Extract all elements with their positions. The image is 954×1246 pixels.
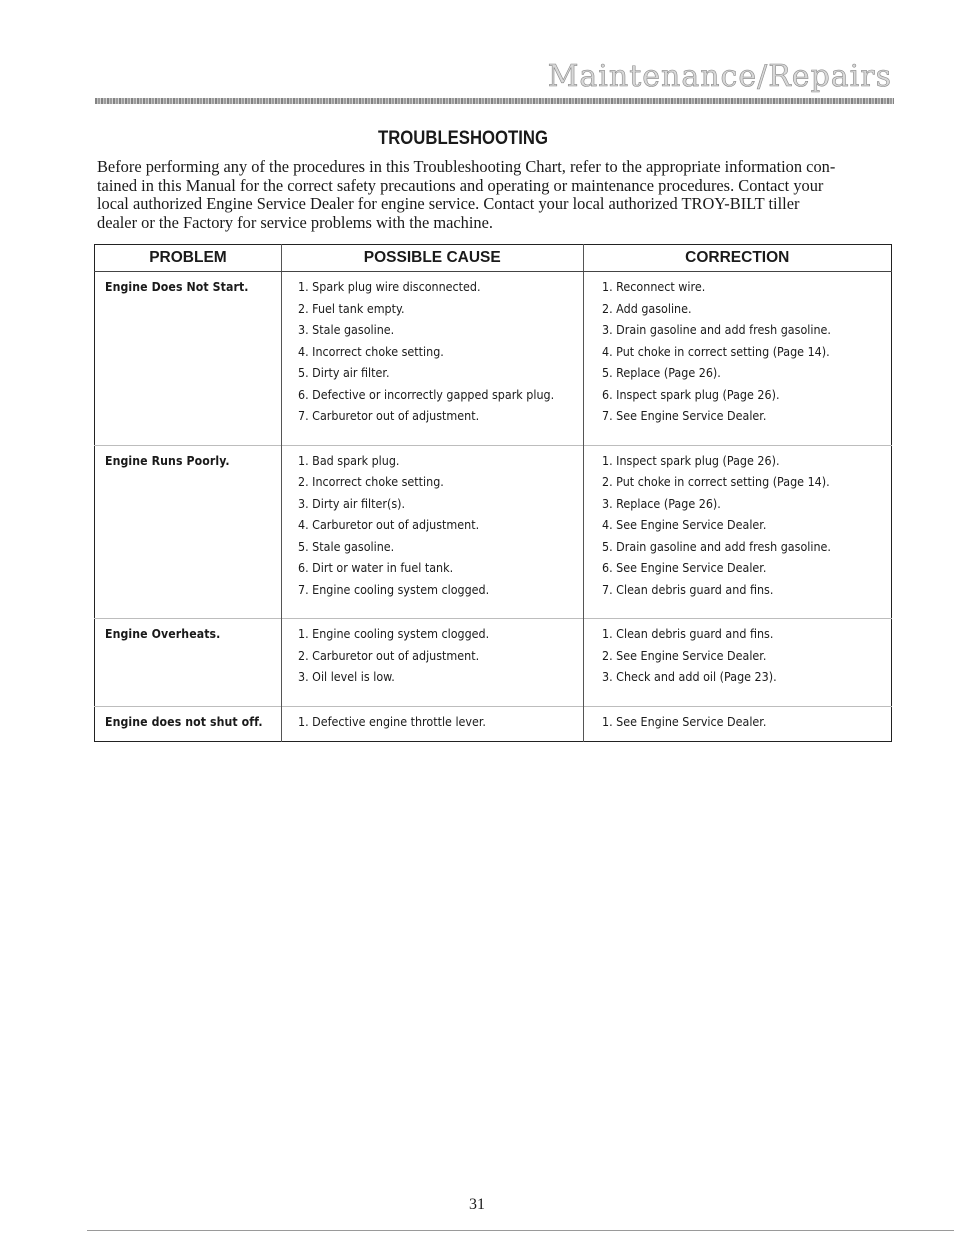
correction-item: 7. See Engine Service Dealer. [601,408,766,423]
cause-item: 1. Spark plug wire disconnected. [297,279,481,294]
problem-text: Engine Does Not Start. [105,280,249,294]
correction-item: 3. Check and add oil (Page 23). [601,669,777,684]
troubleshooting-table [94,244,892,742]
cause-item: 7. Engine cooling system clogged. [297,581,490,597]
correction-cell [583,445,891,619]
cause-item: 3. Dirty air filter(s). [297,495,405,511]
correction-item: 5. Drain gasoline and add fresh gasoline. [601,538,831,554]
correction-cell [583,706,891,742]
possible-cause-cell [281,272,583,446]
header-rule [95,98,894,104]
cause-item: 6. Defective or incorrectly gapped spark plug. [297,386,555,402]
correction-item: 1. Clean debris guard and fins. [601,626,773,641]
cause-item: 3. Oil level is low. [297,669,395,684]
correction-item: 7. Clean debris guard and fins. [601,581,773,597]
cause-list [298,450,583,601]
cause-item: 1. Defective engine throttle lever. [297,713,486,729]
cause-list [298,276,583,427]
correction-item: 4. See Engine Service Dealer. [601,517,766,532]
correction-list [602,450,891,601]
intro-line: Before performing any of the procedures in this Troubleshooting Chart, refer to the appropriate information con- [97,157,836,176]
cause-item: 2. Fuel tank empty. [297,300,405,316]
footer-rule [87,1230,954,1231]
correction-list [602,623,891,688]
page-number: 31 [469,1196,485,1213]
correction-item: 4. Put choke in correct setting (Page 14). [601,343,830,359]
cause-item: 5. Dirty air filter. [297,365,390,380]
cause-list [298,711,583,733]
table-header-row [95,245,892,272]
correction-item: 2. See Engine Service Dealer. [601,647,766,663]
problem-text: Engine does not shut off. [105,714,263,729]
problem-cell [95,272,282,446]
table-row [95,445,892,619]
cause-item: 4. Incorrect choke setting. [297,343,444,359]
correction-item: 5. Replace (Page 26). [601,365,721,380]
table-row [95,272,892,446]
problem-cell [95,706,282,742]
problem-text: Engine Runs Poorly. [105,453,230,468]
correction-item: 1. Inspect spark plug (Page 26). [601,452,780,468]
correction-item: 6. See Engine Service Dealer. [601,560,766,575]
cause-list [298,623,583,688]
cause-item: 1. Bad spark plug. [297,452,400,468]
problem-cell [95,445,282,619]
correction-list [602,711,891,733]
cause-item: 7. Carburetor out of adjustment. [297,408,480,423]
cause-item: 6. Dirt or water in fuel tank. [297,560,454,575]
problem-cell [95,619,282,707]
possible-cause-cell [281,619,583,707]
correction-list [602,276,891,427]
cause-item: 3. Stale gasoline. [297,322,395,337]
possible-cause-cell [281,706,583,742]
cause-item: 2. Carburetor out of adjustment. [297,647,480,663]
column-header-problem: PROBLEM [95,245,282,272]
correction-item: 3. Replace (Page 26). [601,495,721,511]
correction-item: 6. Inspect spark plug (Page 26). [601,386,780,402]
correction-item: 2. Put choke in correct setting (Page 14). [601,474,830,489]
cause-item: 5. Stale gasoline. [297,538,395,554]
page-header-title: Maintenance/Repairs [547,59,892,94]
correction-cell [583,619,891,707]
correction-cell [583,272,891,446]
problem-text: Engine Overheats. [105,627,221,641]
correction-item: 3. Drain gasoline and add fresh gasoline. [601,322,831,337]
cause-item: 1. Engine cooling system clogged. [297,626,490,641]
table-row [95,706,892,742]
cause-item: 4. Carburetor out of adjustment. [297,517,480,532]
column-header-possible-cause: POSSIBLE CAUSE [281,245,583,272]
correction-item: 2. Add gasoline. [601,300,692,316]
intro-paragraph [97,158,897,232]
intro-line: dealer or the Factory for service problems with the machine. [97,212,493,232]
correction-item: 1. Reconnect wire. [601,279,705,294]
section-heading: TROUBLESHOOTING [378,128,548,149]
intro-line: tained in this Manual for the correct safety precautions and operating or maintenance procedures. Contact your [97,175,824,195]
table-row [95,619,892,707]
intro-line: local authorized Engine Service Dealer for engine service. Contact your local authorized TROY-BILT tiller [97,194,800,214]
cause-item: 2. Incorrect choke setting. [297,474,444,489]
possible-cause-cell [281,445,583,619]
column-header-correction: CORRECTION [583,245,891,272]
correction-item: 1. See Engine Service Dealer. [601,713,766,729]
